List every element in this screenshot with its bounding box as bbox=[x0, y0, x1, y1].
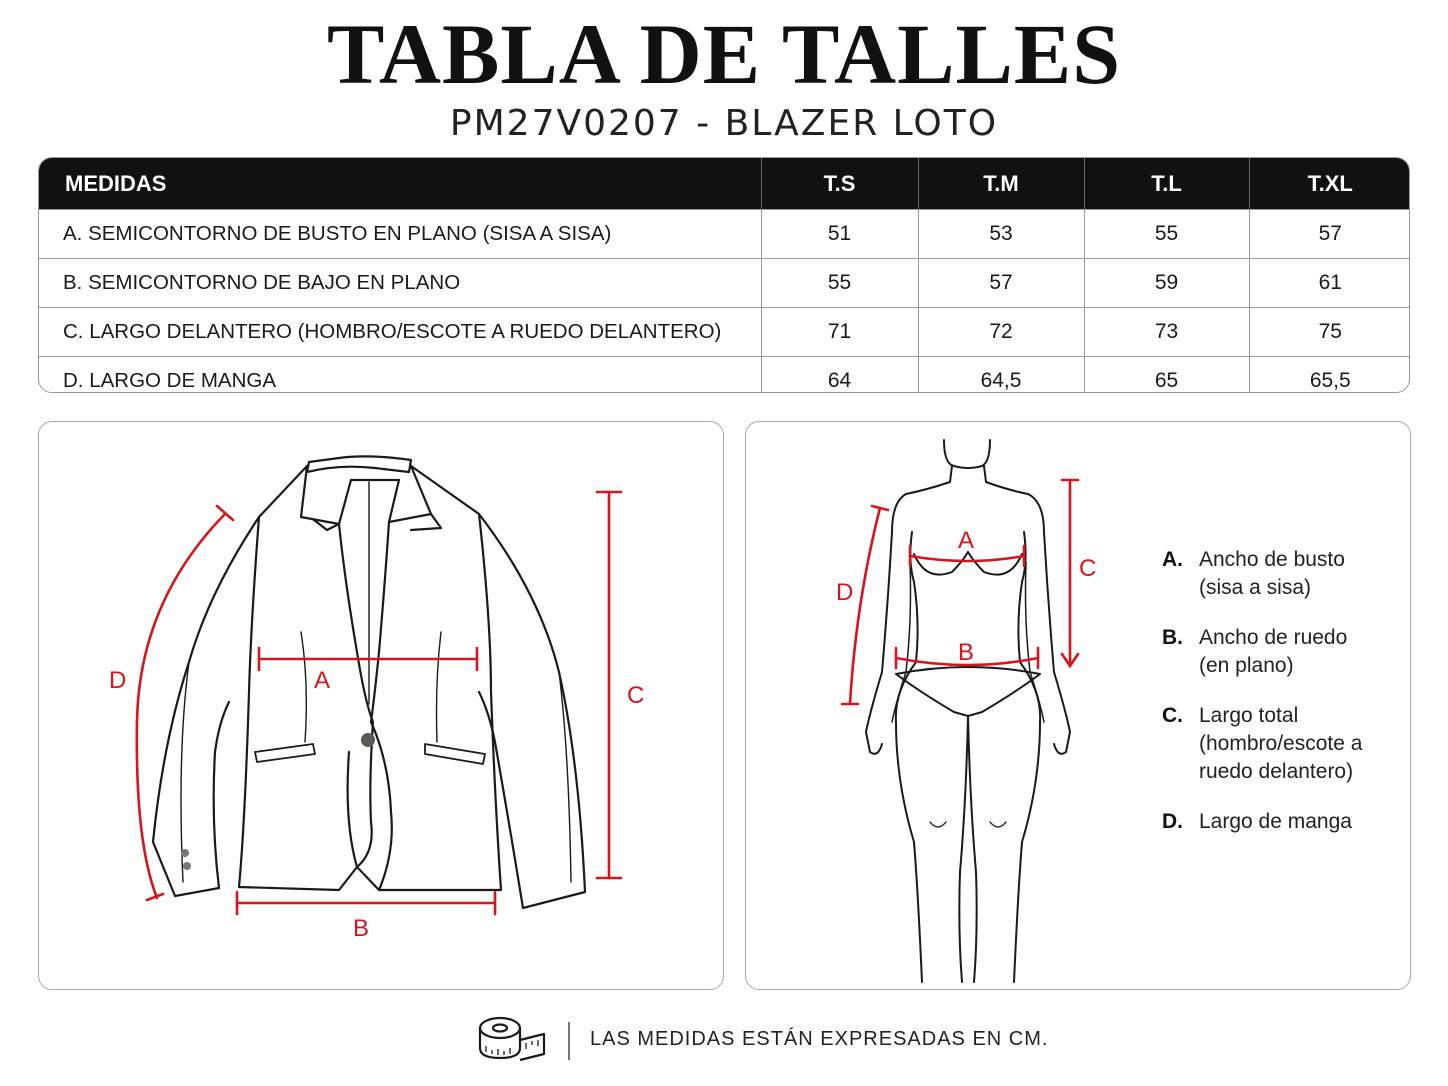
table-cell: 64,5 bbox=[918, 357, 1084, 394]
body-label-d: D bbox=[836, 579, 854, 606]
jacket-label-a: A bbox=[314, 667, 331, 694]
table-cell: 57 bbox=[1249, 210, 1410, 259]
column-header-medidas: MEDIDAS bbox=[39, 158, 761, 210]
table-cell: 55 bbox=[1084, 210, 1249, 259]
row-label: A. SEMICONTORNO DE BUSTO EN PLANO (SISA A SISA) bbox=[39, 210, 761, 259]
body-diagram-panel bbox=[745, 421, 1411, 990]
body-label-c: C bbox=[1079, 555, 1097, 582]
table-cell: 72 bbox=[918, 308, 1084, 357]
table-cell: 65,5 bbox=[1249, 357, 1410, 394]
table-cell: 71 bbox=[761, 308, 918, 357]
legend-detail: (sisa a sisa) bbox=[1199, 576, 1312, 599]
page-title: TABLA DE TALLES bbox=[326, 6, 1122, 102]
table-cell: 73 bbox=[1084, 308, 1249, 357]
table-header-row bbox=[39, 158, 1410, 210]
table-cell: 64 bbox=[761, 357, 918, 394]
table-row bbox=[39, 259, 1410, 308]
legend-item-c bbox=[1162, 702, 1402, 786]
jacket-label-c: C bbox=[627, 682, 645, 709]
jacket-label-b: B bbox=[353, 915, 370, 942]
column-header-txl: T.XL bbox=[1249, 158, 1410, 210]
footer-divider bbox=[568, 1022, 570, 1060]
legend-item-b bbox=[1162, 624, 1402, 680]
legend-item-d bbox=[1162, 808, 1402, 836]
legend-key: D. bbox=[1162, 810, 1183, 833]
row-label: B. SEMICONTORNO DE BAJO EN PLANO bbox=[39, 259, 761, 308]
table-row bbox=[39, 357, 1410, 394]
table-cell: 51 bbox=[761, 210, 918, 259]
measuring-tape-icon bbox=[476, 1014, 548, 1064]
table-cell: 57 bbox=[918, 259, 1084, 308]
units-note: LAS MEDIDAS ESTÁN EXPRESADAS EN CM. bbox=[590, 1028, 1049, 1050]
legend-title: Ancho de busto bbox=[1199, 548, 1345, 571]
table-row bbox=[39, 308, 1410, 357]
legend-key: C. bbox=[1162, 704, 1183, 727]
body-measure-line-d bbox=[850, 508, 880, 704]
table-cell: 55 bbox=[761, 259, 918, 308]
table-cell: 61 bbox=[1249, 259, 1410, 308]
legend-title: Largo total bbox=[1199, 704, 1299, 727]
blazer-illustration bbox=[39, 422, 725, 991]
legend-title: Ancho de ruedo bbox=[1199, 626, 1348, 649]
measurement-legend bbox=[1162, 546, 1402, 858]
jacket-diagram-panel bbox=[38, 421, 724, 990]
row-label: D. LARGO DE MANGA bbox=[39, 357, 761, 394]
button-detail-icon bbox=[361, 733, 375, 747]
table-cell: 53 bbox=[918, 210, 1084, 259]
table-row bbox=[39, 210, 1410, 259]
size-table bbox=[38, 157, 1410, 393]
legend-item-a bbox=[1162, 546, 1402, 602]
legend-title: Largo de manga bbox=[1199, 810, 1352, 833]
table-cell: 65 bbox=[1084, 357, 1249, 394]
body-measure-line-a bbox=[910, 556, 1024, 561]
jacket-label-d: D bbox=[109, 667, 127, 694]
legend-key: A. bbox=[1162, 548, 1183, 571]
column-header-tm: T.M bbox=[918, 158, 1084, 210]
product-subtitle: PM27V0207 - BLAZER LOTO bbox=[449, 103, 999, 144]
body-label-b: B bbox=[958, 639, 975, 666]
column-header-tl: T.L bbox=[1084, 158, 1249, 210]
table-cell: 59 bbox=[1084, 259, 1249, 308]
body-label-a: A bbox=[958, 527, 975, 554]
legend-detail: (hombro/escote a ruedo delantero) bbox=[1199, 732, 1363, 783]
legend-detail: (en plano) bbox=[1199, 654, 1294, 677]
table-cell: 75 bbox=[1249, 308, 1410, 357]
legend-key: B. bbox=[1162, 626, 1183, 649]
column-header-ts: T.S bbox=[761, 158, 918, 210]
row-label: C. LARGO DELANTERO (HOMBRO/ESCOTE A RUEDO DELANTERO) bbox=[39, 308, 761, 357]
